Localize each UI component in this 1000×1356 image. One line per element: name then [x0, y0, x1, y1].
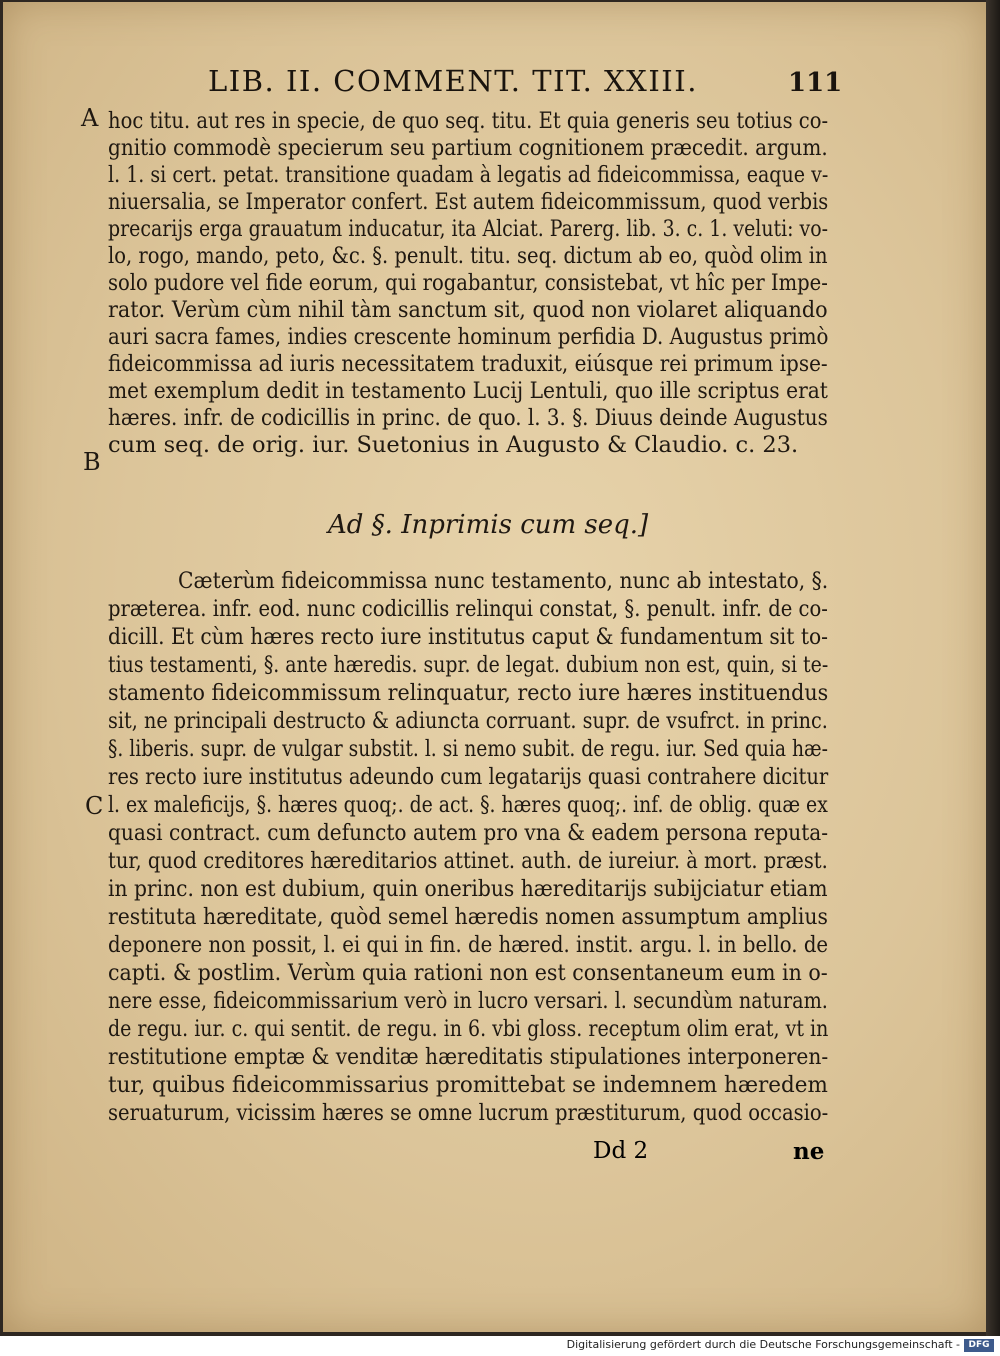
- catchword: ne: [793, 1138, 825, 1165]
- text-line: sit, ne principali destructo & adiuncta corruant. supr. de vsufrct. in princ.: [108, 708, 828, 734]
- catchword-row: [593, 1138, 833, 1168]
- text-block-a: [108, 108, 828, 488]
- text-line: l. 1. si cert. petat. transitione quadam à legatis ad fideicommissa, eaque v-: [108, 162, 829, 188]
- text-line: res recto iure institutus adeundo cum legatarijs quasi contrahere dicitur: [108, 764, 829, 790]
- footer-credit: Digitalisierung gefördert durch die Deutsche Forschungsgemeinschaft -: [566, 1338, 960, 1351]
- margin-letter-b: B: [83, 448, 101, 476]
- text-line: fideicommissa ad iuris necessitatem traduxit, eiúsque rei primum ipse-: [108, 351, 828, 377]
- text-line: Cæterùm fideicommissa nunc testamento, nunc ab intestato, §.: [178, 568, 829, 594]
- text-line: deponere non possit, l. ei qui in fin. de hæred. instit. argu. l. in bello. de: [108, 932, 829, 958]
- signature-mark: Dd 2: [593, 1138, 649, 1164]
- text-line: dicill. Et cùm hæres recto iure institutus caput & fundamentum sit to-: [108, 624, 828, 650]
- text-line: tius testamenti, §. ante hæredis. supr. de legat. dubium non est, quin, si te-: [108, 652, 829, 678]
- text-line: tur, quibus fideicommissarius promittebat se indemnem hæredem: [108, 1072, 828, 1098]
- text-line: met exemplum dedit in testamento Lucij Lentuli, quo ille scriptus erat: [108, 378, 828, 404]
- text-line: stamento fideicommissum relinquatur, recto iure hæres instituendus: [108, 680, 829, 706]
- margin-letter-c: C: [85, 792, 104, 820]
- text-line: §. liberis. supr. de vulgar substit. l. si nemo subit. de regu. iur. Sed quia hæ-: [108, 736, 828, 762]
- running-head: LIB. II. COMMENT. TIT. XXIII.: [208, 64, 698, 98]
- text-line: quasi contract. cum defuncto autem pro vna & eadem persona reputa-: [108, 820, 829, 846]
- margin-letter-a: A: [81, 104, 99, 132]
- text-line: restitutione emptæ & venditæ hæreditatis stipulationes interponeren-: [108, 1044, 829, 1070]
- text-line: lo, rogo, mando, peto, &c. §. penult. titu. seq. dictum ab eo, quòd olim in: [108, 243, 828, 269]
- text-line: tur, quod creditores hæreditarios attinet. auth. de iureiur. à mort. præst.: [108, 848, 828, 874]
- page-number: 111: [788, 68, 843, 98]
- text-line: l. ex maleficijs, §. hæres quoq;. de act. §. hæres quoq;. inf. de oblig. quæ ex: [108, 792, 828, 818]
- text-line: precarijs erga grauatum inducatur, ita Alciat. Parerg. lib. 3. c. 1. veluti: vo-: [108, 216, 829, 242]
- text-line: solo pudore vel fide eorum, qui rogabantur, consistebat, vt hîc per Impe-: [108, 270, 828, 296]
- text-line: auri sacra fames, indies crescente hominum perfidia D. Augustus primò: [108, 324, 829, 350]
- dfg-logo-icon: DFG: [964, 1339, 994, 1352]
- text-block-c: [108, 568, 828, 1168]
- text-line: de regu. iur. c. qui sentit. de regu. in 6. vbi gloss. receptum olim erat, vt in: [108, 1016, 829, 1042]
- text-line: nere esse, fideicommissarium verò in lucro versari. l. secundùm naturam.: [108, 988, 828, 1014]
- text-line: in princ. non est dubium, quin oneribus hæreditarijs subijciatur etiam: [108, 876, 828, 902]
- page-edge: [986, 0, 1000, 1336]
- text-line: gnitio commodè specierum seu partium cognitionem præcedit. argum.: [108, 135, 828, 161]
- text-line: cum seq. de orig. iur. Suetonius in Augusto & Claudio. c. 23.: [108, 432, 799, 458]
- text-line: capti. & postlim. Verùm quia rationi non est consentaneum eum in o-: [108, 960, 828, 986]
- text-line: præterea. infr. eod. nunc codicillis relinqui constat, §. penult. infr. de co-: [108, 596, 828, 622]
- text-line: hoc titu. aut res in specie, de quo seq. titu. Et quia generis seu totius co-: [108, 108, 829, 134]
- book-page: [3, 2, 986, 1332]
- text-line: restituta hæreditate, quòd semel hæredis nomen assumptum amplius: [108, 904, 828, 930]
- section-heading: Ad §. Inprimis cum seq.]: [328, 510, 649, 540]
- text-line: rator. Verùm cùm nihil tàm sanctum sit, quod non violaret aliquando: [108, 297, 828, 323]
- text-line: niuersalia, se Imperator confert. Est autem fideicommissum, quod verbis: [108, 189, 829, 215]
- text-line: seruaturum, vicissim hæres se omne lucrum præstiturum, quod occasio-: [108, 1100, 829, 1126]
- footer-bar: [0, 1336, 1000, 1356]
- text-line: hæres. infr. de codicillis in princ. de quo. l. 3. §. Diuus deinde Augustus: [108, 405, 828, 431]
